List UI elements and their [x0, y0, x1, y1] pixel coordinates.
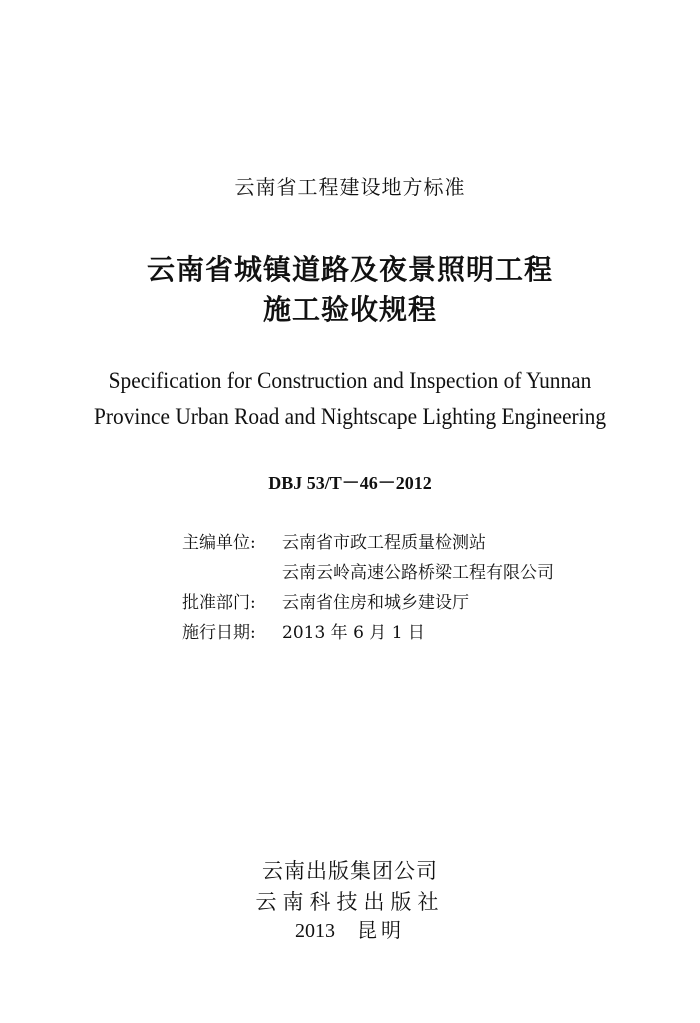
publisher-press: 云南科技出版社 [255, 890, 445, 914]
publication-year: 2013 [295, 920, 335, 942]
editor-value-2: 云南云岭高速公路桥梁工程有限公司 [282, 563, 554, 583]
chinese-title-line-2: 施工验收规程 [262, 293, 437, 326]
english-title-line-2: Province Urban Road and Nightscape Lighting Engineering [93, 404, 607, 429]
standard-series: 云南省工程建设地方标准 [234, 175, 466, 199]
publisher-group: 云南出版集团公司 [262, 859, 438, 883]
publication-city: 昆明 [357, 918, 405, 942]
effective-date-label: 施行日期: [182, 623, 256, 643]
publication-line [0, 914, 700, 943]
approver-label: 批准部门: [182, 593, 256, 613]
english-title-line-1: Specification for Construction and Inspection of Yunnan [108, 368, 592, 393]
chinese-title-line-1: 云南省城镇道路及夜景照明工程 [146, 253, 553, 286]
standard-code: DBJ 53/T－46－2012 [268, 473, 432, 493]
editor-value-1: 云南省市政工程质量检测站 [282, 533, 486, 553]
approver-value: 云南省住房和城乡建设厅 [282, 593, 469, 613]
editor-label: 主编单位: [182, 533, 256, 553]
effective-date-value: 2013 年 6 月 1 日 [282, 623, 425, 643]
